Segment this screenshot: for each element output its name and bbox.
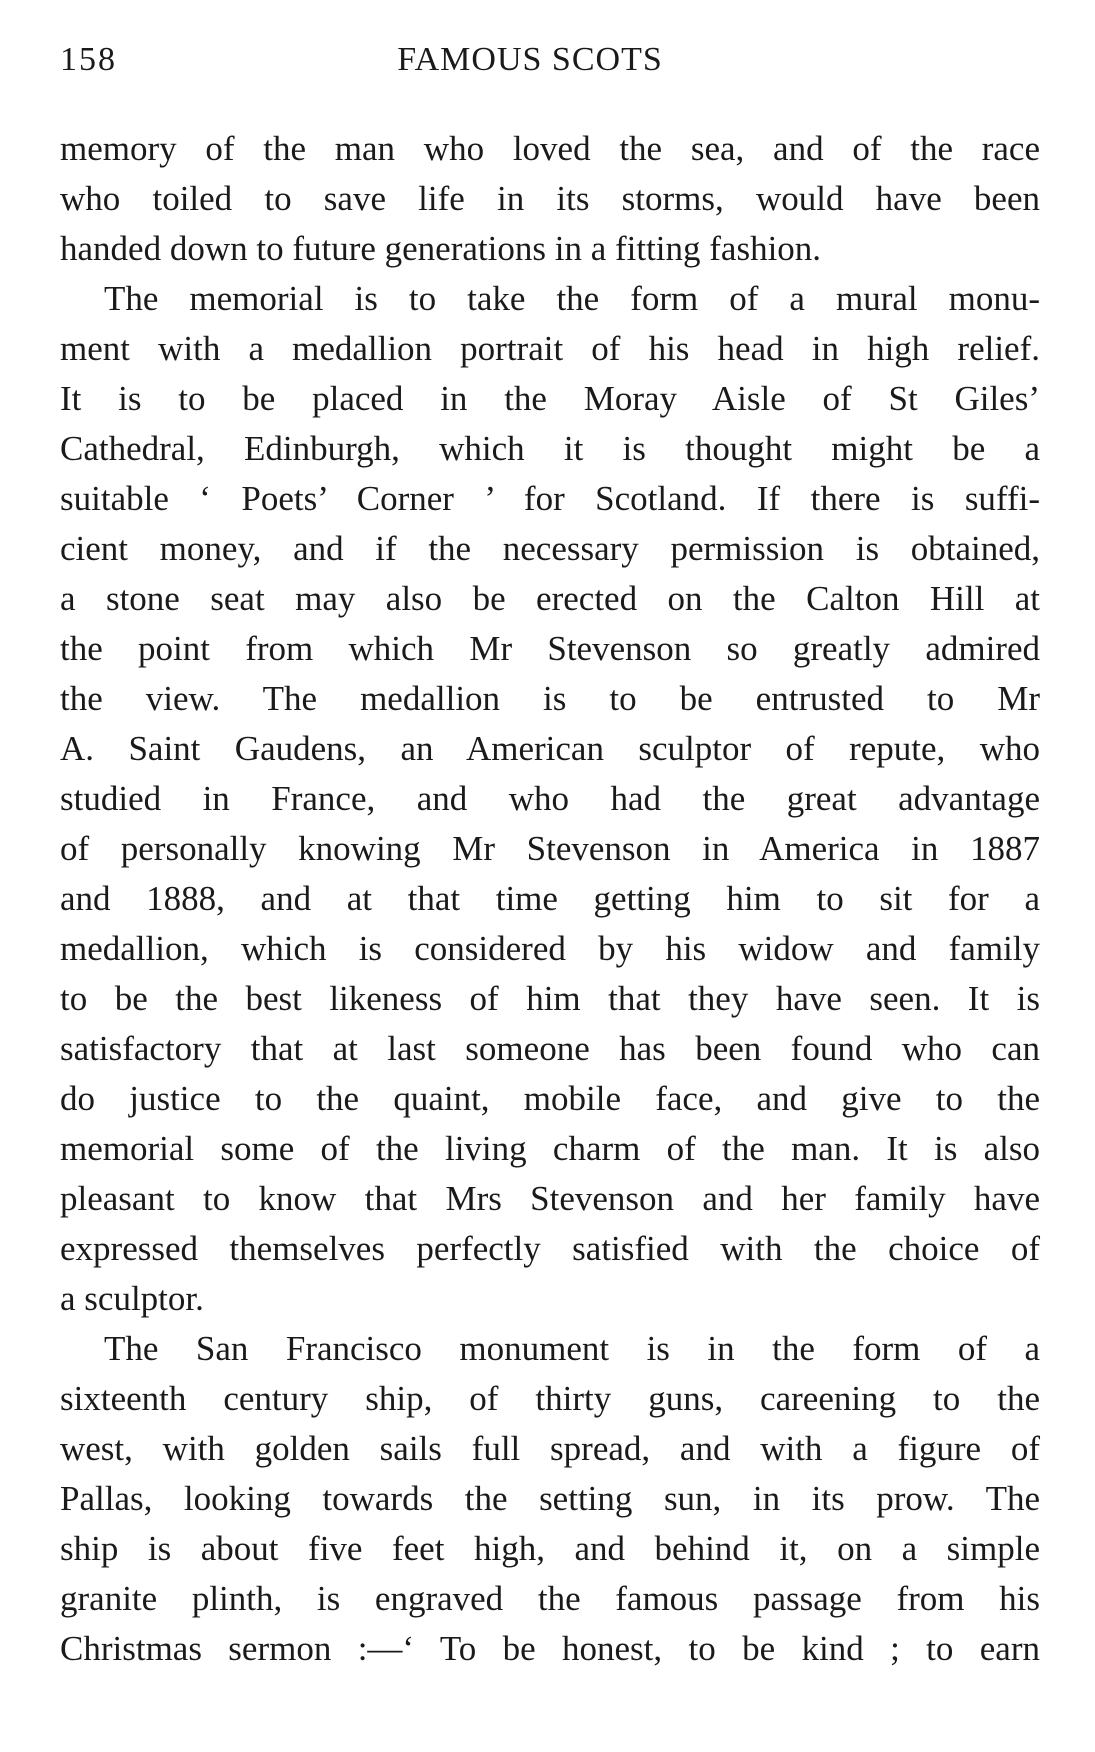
text-line: Pallas, looking towards the setting sun, in its prow. The	[60, 1479, 1040, 1518]
running-head	[60, 36, 1040, 84]
text-line: the point from which Mr Stevenson so greatly admired	[60, 629, 1040, 668]
text-line: The memorial is to take the form of a mural monu-	[104, 279, 1040, 318]
paragraph-2	[60, 274, 1040, 1324]
text-line: pleasant to know that Mrs Stevenson and her family have	[60, 1179, 1040, 1218]
text-line: expressed themselves perfectly satisfied with the choice of	[60, 1229, 1040, 1268]
text-line: and 1888, and at that time getting him to sit for a	[60, 879, 1040, 918]
text-line: handed down to future generations in a fitting fashion.	[60, 229, 822, 268]
text-line: memorial some of the living charm of the man. It is also	[60, 1129, 1040, 1168]
text-line: medallion, which is considered by his widow and family	[60, 929, 1040, 968]
text-line: a stone seat may also be erected on the Calton Hill at	[60, 579, 1040, 618]
text-line: do justice to the quaint, mobile face, and give to the	[60, 1079, 1040, 1118]
text-line: studied in France, and who had the great advantage	[60, 779, 1040, 818]
text-line: the view. The medallion is to be entrusted to Mr	[60, 679, 1040, 718]
text-line: a sculptor.	[60, 1279, 204, 1318]
text-line: Cathedral, Edinburgh, which it is thought might be a	[60, 429, 1040, 468]
text-line: The San Francisco monument is in the form of a	[104, 1329, 1040, 1368]
text-line: ment with a medallion portrait of his head in high relief.	[60, 329, 1040, 368]
text-line: suitable ‘ Poets’ Corner ’ for Scotland. If there is suffi-	[60, 479, 1040, 518]
text-line: granite plinth, is engraved the famous passage from his	[60, 1579, 1040, 1618]
page-number: 158	[60, 41, 117, 78]
text-line: A. Saint Gaudens, an American sculptor of repute, who	[60, 729, 1040, 768]
paragraph-3	[60, 1324, 1040, 1674]
text-line: ship is about five feet high, and behind it, on a simple	[60, 1529, 1040, 1568]
text-line: Christmas sermon :—‘ To be honest, to be kind ; to earn	[60, 1629, 1040, 1668]
text-line: to be the best likeness of him that they have seen. It is	[60, 979, 1040, 1018]
body-text	[60, 124, 1040, 1674]
text-line: It is to be placed in the Moray Aisle of St Giles’	[60, 379, 1040, 418]
text-line: satisfactory that at last someone has been found who can	[60, 1029, 1040, 1068]
text-line: memory of the man who loved the sea, and of the race	[60, 129, 1040, 168]
book-title: FAMOUS SCOTS	[397, 41, 663, 78]
text-line: sixteenth century ship, of thirty guns, careening to the	[60, 1379, 1040, 1418]
paragraph-1	[60, 124, 1040, 274]
text-line: who toiled to save life in its storms, would have been	[60, 179, 1040, 218]
text-line: cient money, and if the necessary permission is obtained,	[60, 529, 1040, 568]
text-line: of personally knowing Mr Stevenson in America in 1887	[60, 829, 1040, 868]
text-line: west, with golden sails full spread, and with a figure of	[60, 1429, 1040, 1468]
